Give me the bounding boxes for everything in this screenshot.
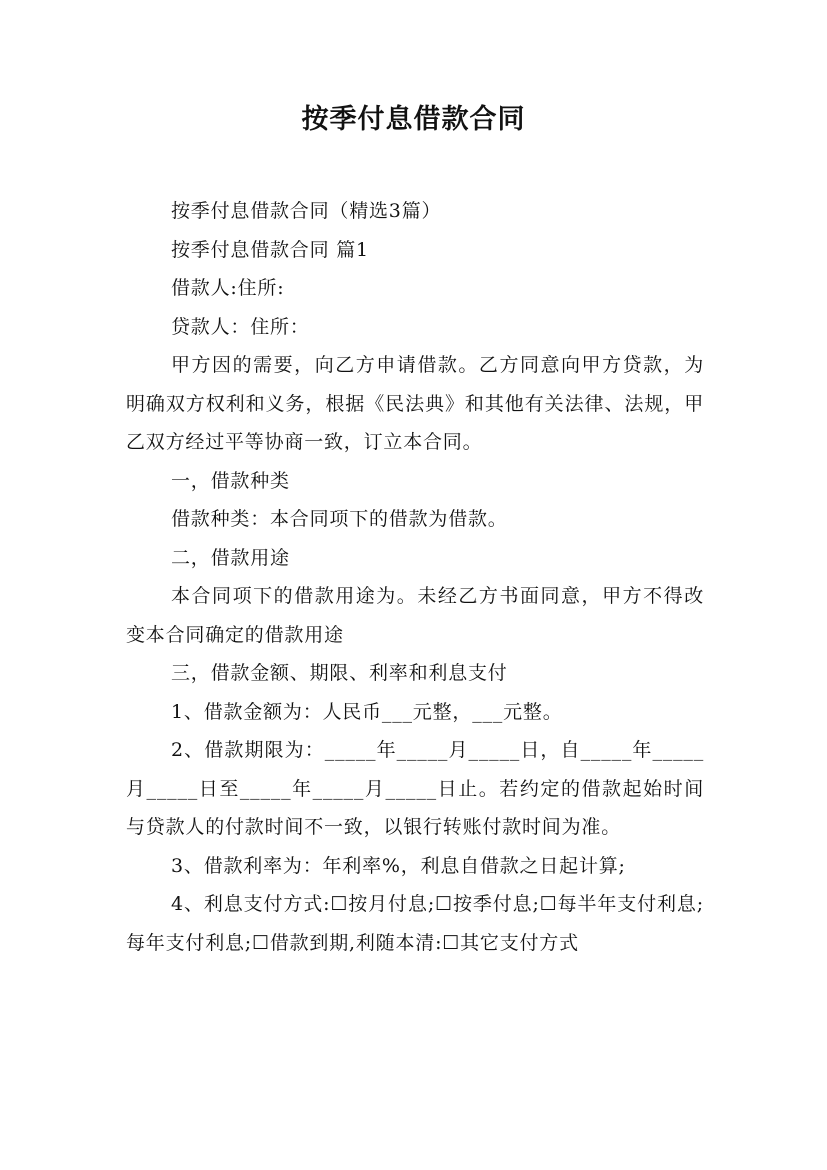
paragraph-loan-term: 2、借款期限为：_____年_____月_____日，自_____年_____月_____日至_____年_____月_____日止。若约定的借款起始时间与贷款人的付款时间不一致，以银行转账付款时间为准。 [126,739,704,838]
section-heading-loan-type: 一，借款种类 [171,469,290,492]
section-heading-amount-term-rate: 三，借款金额、期限、利率和利息支付 [171,662,508,684]
paragraph-loan-purpose: 本合同项下的借款用途为。未经乙方书面同意，甲方不得改变本合同确定的借款用途 [126,585,704,646]
paragraph-preamble: 甲方因的需要，向乙方申请借款。乙方同意向甲方贷款，为明确双方权利和义务，根据《民法典》和其他有关法律、法规，甲乙双方经过平等协商一致，订立本合同。 [126,354,704,453]
paragraph-part-heading: 按季付息借款合同 篇1 [171,238,369,261]
section-heading-loan-purpose: 二，借款用途 [171,546,290,569]
paragraph-loan-amount: 1、借款金额为：人民币___元整，___元整。 [171,700,563,723]
document-title: 按季付息借款合同 [301,104,526,135]
paragraph-borrower: 借款人:住所: [171,277,285,299]
paragraph-lender: 贷款人：住所： [171,315,310,338]
paragraph-interest-payment: 4、利息支付方式:☐按月付息;☐按季付息;☐每半年支付利息;每年支付利息;☐借款到期,利随本清:☐其它支付方式 [126,893,704,954]
paragraph-interest-rate: 3、借款利率为：年利率%，利息自借款之日起计算; [171,854,626,877]
paragraph-subtitle: 按季付息借款合同（精选3篇） [171,200,442,222]
document-body [126,192,704,962]
paragraph-loan-type: 借款种类：本合同项下的借款为借款。 [171,508,508,530]
